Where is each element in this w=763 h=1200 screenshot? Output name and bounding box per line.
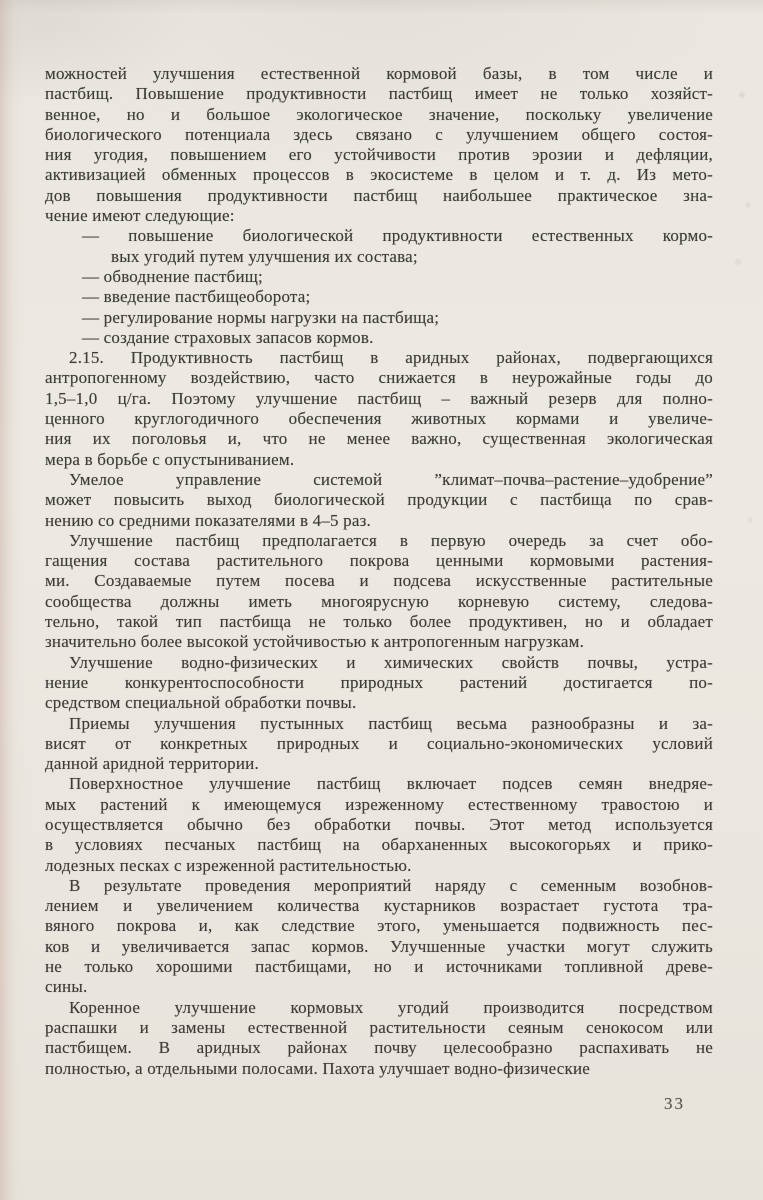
text-line: лодезных песках с изреженной растительностью. [45,855,412,875]
text-line: Улучшение пастбищ предполагается в первую очередь за счет обо- [69,530,713,550]
paragraph [45,998,713,1079]
text-line: ми. Создаваемые путем посева и подсева искусственные растительные [45,571,713,591]
text-line: Умелое управление системой ”климат–почва–растение–удобрение” [69,469,713,489]
text-line: мера в борьбе с опустыниванием. [45,449,295,469]
text-line: 1,5–1,0 ц/га. Поэтому улучшение пастбищ – важный резерв для полно- [45,388,713,408]
text-line: вяного покрова и, как следствие этого, уменьшается подвижность пес- [45,916,713,936]
paragraph [45,64,713,226]
text-line: антропогенному воздействию, часто снижается в неурожайные годы до [45,368,713,388]
text-line: дов повышения продуктивности пастбищ наибольшее практическое зна- [45,185,713,205]
text-line: Приемы улучшения пустынных пастбищ весьма разнообразны и за- [69,713,713,733]
page-number: 33 [664,1094,685,1113]
text-line: средством специальной обработки почвы. [45,693,357,713]
list-item [45,287,713,307]
text-line: сообщества должны иметь многоярусную корневую систему, следова- [45,591,713,611]
text-line: гащения состава растительного покрова ценными кормовыми растения- [45,551,713,571]
text-line: Улучшение водно-физических и химических свойств почвы, устра- [69,652,713,672]
text-line: пастбищем. В аридных районах почву целесообразно распахивать не [45,1038,713,1058]
text-line: висят от конкретных природных и социально-экономических условий [45,733,713,753]
text-line: В результате проведения мероприятий наряду с семенным возобнов- [69,875,713,895]
text-line: активизацией обменных процессов в экосистеме в целом и т. д. Из мето- [45,165,713,185]
text-line: может повысить выход биологической продукции с пастбища по срав- [45,490,713,510]
paragraph [45,714,713,775]
text-line: ценного круглогодичного обеспечения животных кормами и увеличе- [45,409,713,429]
paragraph [45,348,713,470]
list-item [45,226,713,267]
text-line: сины. [45,977,88,997]
text-line: ния угодия, повышением его устойчивости против эрозии и дефляции, [45,145,713,165]
text-line: осуществляется обычно без обработки почвы. Этот метод используется [45,814,713,834]
text-line: полностью, а отдельными полосами. Пахота улучшает водно-физические [45,1058,591,1078]
list-item [45,267,713,287]
paragraph [45,531,713,653]
text-line: в условиях песчаных пастбищ на обарханенных высокогорьях и прико- [45,835,713,855]
list-item [45,308,713,328]
text-line: — создание страховых запасов кормов. [82,327,374,347]
text-line: распашки и замены естественной растительности сеяным сенокосом или [45,1017,713,1037]
paragraph [45,470,713,531]
text-line: пастбищ. Повышение продуктивности пастбищ имеет не только хозяйст- [45,84,713,104]
text-line: — регулирование нормы нагрузки на пастбища; [82,307,440,327]
text-line: данной аридной территории. [45,754,259,774]
text-line: ков и увеличивается запас кормов. Улучшенные участки могут служить [45,936,713,956]
text-line: венное, но и большое экологическое значение, поскольку увеличение [45,104,713,124]
text-line: Поверхностное улучшение пастбищ включает подсев семян внедряе- [69,774,713,794]
paragraph [45,653,713,714]
text-line: ния их поголовья и, что не менее важно, существенная экологическая [45,429,713,449]
text-line: — повышение биологической продуктивности естественных кормо- [82,226,713,246]
text-line: — введение пастбищеоборота; [82,287,311,307]
page-text [45,64,713,1079]
list-item [45,328,713,348]
text-line: нению со средними показателями в 4–5 раз. [45,510,371,530]
text-line: 2.15. Продуктивность пастбищ в аридных районах, подвергающихся [69,348,713,368]
text-line: можностей улучшения естественной кормовой базы, в том числе и [45,64,713,83]
text-line: Коренное улучшение кормовых угодий производится посредством [69,997,713,1017]
paragraph [45,774,713,875]
paragraph [45,876,713,998]
text-line: чение имеют следующие: [45,206,235,226]
text-line: вых угодий путем улучшения их состава; [111,246,418,266]
text-line: значительно более высокой устойчивостью к антропогенным нагрузкам. [45,632,585,652]
text-line: не только хорошими пастбищами, но и источниками топливной древе- [45,957,713,977]
text-line: мых растений к имеющемуся изреженному естественному травостою и [45,794,713,814]
text-line: нение конкурентоспособности природных растений достигается по- [45,672,713,692]
text-line: биологического потенциала здесь связано с улучшением общего состоя- [45,124,713,144]
text-line: — обводнение пастбищ; [82,266,263,286]
text-line: лением и увеличением количества кустарников возрастает густота тра- [45,896,713,916]
text-line: тельно, такой тип пастбища не только более продуктивен, но и обладает [45,612,713,632]
